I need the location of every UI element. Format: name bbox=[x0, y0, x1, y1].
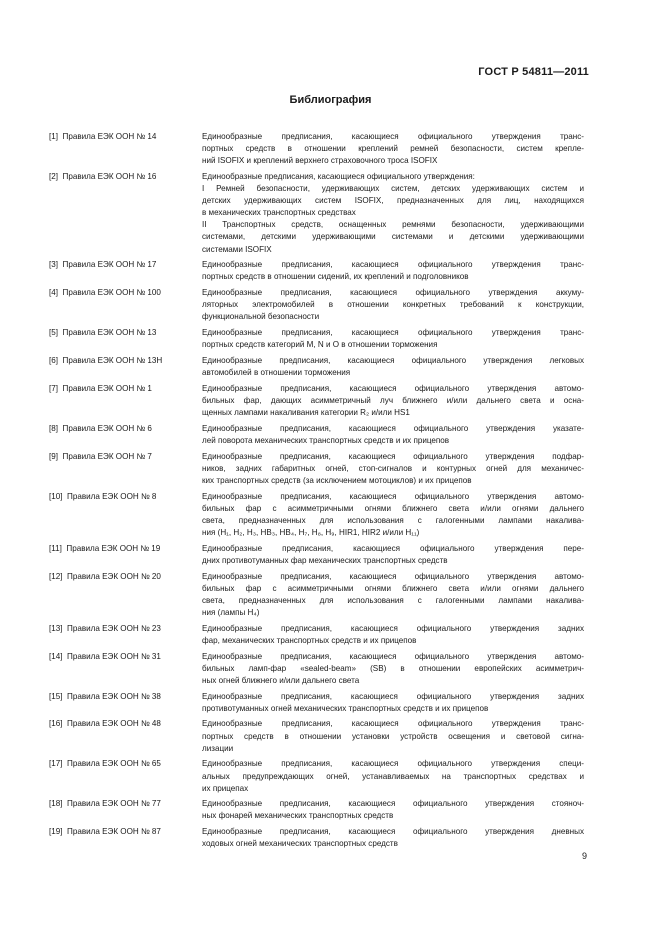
description-line: портных средств в отношении сидений, их креплений и подголовников bbox=[202, 272, 469, 282]
bibliography-entry bbox=[49, 451, 584, 487]
description-line: портных средств категорий M, N и O в отношении торможения bbox=[202, 340, 438, 350]
description-line: системами, детскими удерживающими системами и детскими удерживающими bbox=[202, 232, 584, 242]
entry-reference: [16] Правила ЕЭК ООН № 48 bbox=[49, 719, 161, 729]
bibliography-entry bbox=[49, 171, 584, 256]
description-line: Единообразные предписания, касающиеся официального утверждения транс- bbox=[202, 328, 584, 338]
description-line: бильных фар с асимметричными огнями ближнего света и/или огнями дальнего bbox=[202, 503, 584, 513]
bibliography-title: Библиография bbox=[289, 94, 372, 106]
description-line: Единообразные предписания, касающиеся официального утверждения подфар- bbox=[202, 451, 584, 461]
entry-description bbox=[202, 826, 584, 850]
description-line: Единообразные предписания, касающиеся официального утверждения: bbox=[202, 171, 475, 181]
bibliography-entry bbox=[49, 798, 584, 822]
description-line: Единообразные предписания, касающиеся официального утверждения транс- bbox=[202, 719, 584, 729]
description-line: ния (H₁, H₂, H₃, HB₃, HB₄, H₇, H₈, H₉, HIR1, HIR2 и/или H₁₁) bbox=[202, 528, 420, 537]
entry-description bbox=[202, 651, 584, 687]
description-line: Единообразные предписания, касающиеся официального утверждения аккуму- bbox=[202, 288, 584, 298]
entry-reference: [13] Правила ЕЭК ООН № 23 bbox=[49, 623, 161, 633]
document-code: ГОСТ Р 54811—2011 bbox=[478, 66, 589, 78]
description-line: детских удерживающих систем ISOFIX, предназначенных для лиц, находящихся bbox=[202, 196, 584, 206]
description-line: ких транспортных средств (за исключением мотоциклов) и их прицепов bbox=[202, 475, 472, 485]
entry-description bbox=[202, 718, 584, 754]
entry-reference: [4] Правила ЕЭК ООН № 100 bbox=[49, 288, 161, 298]
bibliography-entry bbox=[49, 423, 584, 447]
description-line: ляторных электромобилей в отношении конкретных требований к конструкции, bbox=[202, 300, 584, 310]
bibliography-entry bbox=[49, 355, 584, 379]
description-line: портных средств в отношении установки устройств освещения и световой сигна- bbox=[202, 731, 584, 741]
entry-description bbox=[202, 798, 584, 822]
description-line: автомобилей в отношении торможения bbox=[202, 368, 351, 378]
bibliography-entry bbox=[49, 287, 584, 323]
entry-reference: [1] Правила ЕЭК ООН № 14 bbox=[49, 132, 157, 141]
entry-description bbox=[202, 691, 584, 715]
description-line: альных предупреждающих огней, устанавливаемых на транспортных средствах и bbox=[202, 771, 584, 781]
entry-reference: [17] Правила ЕЭК ООН № 65 bbox=[49, 759, 161, 769]
entry-description bbox=[202, 758, 584, 794]
description-line: противотуманных огней механических транспортных средств и их прицепов bbox=[202, 703, 489, 713]
bibliography-entry bbox=[49, 826, 584, 850]
description-line: Единообразные предписания, касающиеся официального утверждения задних bbox=[202, 691, 584, 701]
entry-description bbox=[202, 327, 584, 351]
bibliography-entry bbox=[49, 651, 584, 687]
bibliography-entry bbox=[49, 623, 584, 647]
description-line: бильных фар с асимметричными огнями ближнего света и/или огнями дальнего bbox=[202, 583, 584, 593]
entry-description bbox=[202, 571, 584, 619]
entry-description bbox=[202, 287, 584, 323]
description-line: ных огней ближнего и/или дальнего света bbox=[202, 675, 360, 685]
description-line: света, предназначенных для использования с галогенными лампами накалива- bbox=[202, 515, 584, 525]
entry-description bbox=[202, 131, 584, 167]
entry-description bbox=[202, 171, 584, 256]
entry-reference: [8] Правила ЕЭК ООН № 6 bbox=[49, 423, 152, 433]
description-line: Единообразные предписания, касающиеся официального утверждения автомо- bbox=[202, 651, 584, 661]
description-line: бильных ламп-фар «sealed-beam» (SB) в отношении европейских асимметрич- bbox=[202, 663, 584, 673]
bibliography-list bbox=[49, 131, 584, 854]
bibliography-entry bbox=[49, 259, 584, 283]
entry-description bbox=[202, 623, 584, 647]
bibliography-entry bbox=[49, 758, 584, 794]
description-line: Единообразные предписания, касающиеся официального утверждения транс- bbox=[202, 132, 584, 141]
entry-reference: [7] Правила ЕЭК ООН № 1 bbox=[49, 383, 152, 393]
bibliography-entry bbox=[49, 383, 584, 419]
entry-reference: [5] Правила ЕЭК ООН № 13 bbox=[49, 328, 157, 338]
entry-description bbox=[202, 383, 584, 419]
description-line: ных фонарей механических транспортных средств bbox=[202, 811, 394, 821]
entry-reference: [18] Правила ЕЭК ООН № 77 bbox=[49, 799, 161, 809]
entry-description bbox=[202, 491, 584, 539]
bibliography-entry bbox=[49, 327, 584, 351]
description-line: бильных фар, дающих асимметричный луч ближнего и/или дальнего света и осна- bbox=[202, 396, 584, 405]
description-line: Единообразные предписания, касающиеся официального утверждения стояноч- bbox=[202, 799, 584, 809]
page-number: 9 bbox=[581, 851, 587, 861]
entry-description bbox=[202, 451, 584, 487]
description-line: функциональной безопасности bbox=[202, 312, 320, 322]
description-line: I Ремней безопасности, удерживающих систем, детских удерживающих систем и bbox=[202, 184, 584, 194]
entry-reference: [2] Правила ЕЭК ООН № 16 bbox=[49, 171, 157, 181]
description-line: Единообразные предписания, касающиеся официального утверждения транс- bbox=[202, 260, 584, 270]
description-line: их прицепах bbox=[202, 783, 249, 793]
description-line: ходовых огней механических транспортных средств bbox=[202, 839, 398, 849]
description-line: системами ISOFIX bbox=[202, 244, 272, 254]
description-line: портных средств в отношении креплений ремней безопасности, систем крепле- bbox=[202, 144, 584, 154]
description-line: фар, механических транспортных средств и их прицепов bbox=[202, 635, 417, 645]
description-line: света, предназначенных для использования с галогенными лампами накалива- bbox=[202, 595, 584, 605]
bibliography-entry bbox=[49, 543, 584, 567]
bibliography-entry bbox=[49, 491, 584, 539]
bibliography-entry bbox=[49, 718, 584, 754]
bibliography-entry bbox=[49, 571, 584, 619]
entry-reference: [9] Правила ЕЭК ООН № 7 bbox=[49, 451, 152, 461]
entry-reference: [6] Правила ЕЭК ООН № 13Н bbox=[49, 356, 163, 366]
entry-description bbox=[202, 423, 584, 447]
description-line: ний ISOFIX и креплений верхнего страховочного троса ISOFIX bbox=[202, 156, 438, 166]
description-line: Единообразные предписания, касающиеся официального утверждения автомо- bbox=[202, 491, 584, 501]
description-line: в механических транспортных средствах bbox=[202, 208, 356, 218]
description-line: Единообразные предписания, касающиеся официального утверждения указате- bbox=[202, 423, 584, 433]
description-line: ния (лампы H₄) bbox=[202, 607, 260, 617]
description-line: II Транспортных средств, оснащенных ремнями безопасности, удерживающими bbox=[202, 220, 584, 230]
entry-reference: [10] Правила ЕЭК ООН № 8 bbox=[49, 491, 157, 501]
description-line: Единообразные предписания, касающиеся официального утверждения пере- bbox=[202, 543, 584, 553]
description-line: Единообразные предписания, касающиеся официального утверждения задних bbox=[202, 623, 584, 633]
description-line: Единообразные предписания, касающиеся официального утверждения легковых bbox=[202, 356, 584, 366]
entry-description bbox=[202, 355, 584, 379]
entry-reference: [11] Правила ЕЭК ООН № 19 bbox=[49, 543, 161, 553]
entry-reference: [15] Правила ЕЭК ООН № 38 bbox=[49, 691, 161, 701]
description-line: лизации bbox=[202, 743, 234, 753]
description-line: ников, задних габаритных огней, стоп-сигналов и контурных огней для механичес- bbox=[202, 463, 584, 473]
description-line: лей поворота механических транспортных средств и их прицепов bbox=[202, 435, 450, 445]
description-line: Единообразные предписания, касающиеся официального утверждения дневных bbox=[202, 827, 584, 837]
bibliography-entry bbox=[49, 131, 584, 167]
description-line: Единообразные предписания, касающиеся официального утверждения автомо- bbox=[202, 571, 584, 581]
description-line: Единообразные предписания, касающиеся официального утверждения автомо- bbox=[202, 383, 584, 393]
entry-reference: [12] Правила ЕЭК ООН № 20 bbox=[49, 571, 161, 581]
entry-reference: [14] Правила ЕЭК ООН № 31 bbox=[49, 651, 161, 661]
entry-description bbox=[202, 259, 584, 283]
entry-description bbox=[202, 543, 584, 567]
entry-reference: [3] Правила ЕЭК ООН № 17 bbox=[49, 260, 157, 270]
entry-reference: [19] Правила ЕЭК ООН № 87 bbox=[49, 827, 161, 837]
description-line: дних противотуманных фар механических транспортных средств bbox=[202, 555, 448, 565]
bibliography-entry bbox=[49, 691, 584, 715]
description-line: щенных лампами накаливания категории R₂ и/или HS1 bbox=[202, 408, 410, 418]
description-line: Единообразные предписания, касающиеся официального утверждения специ- bbox=[202, 759, 584, 769]
